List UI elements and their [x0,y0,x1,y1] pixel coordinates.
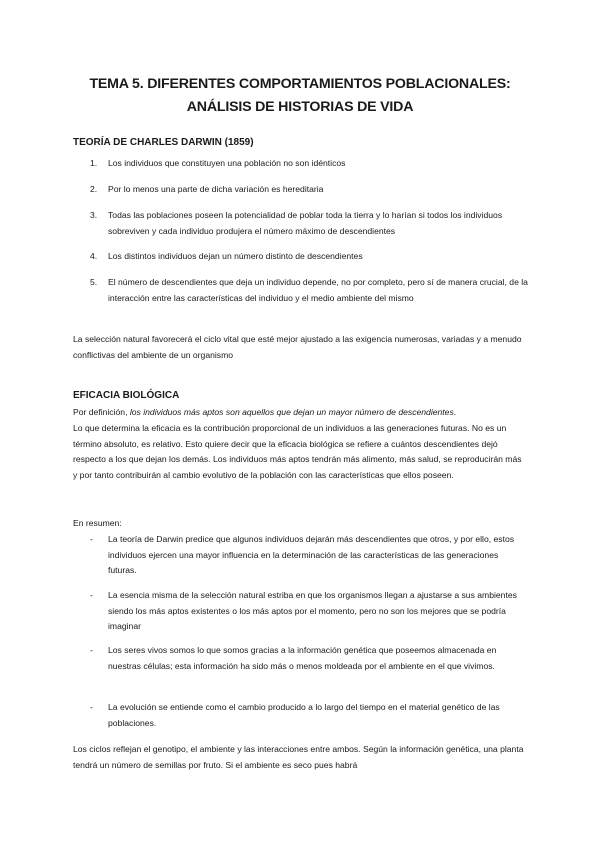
darwin-summary-paragraph: La selección natural favorecerá el ciclo vital que esté mejor ajustado a las exigencia numerosas, variadas y a menudo conflictivas del ambiente de un organismo [73,334,522,360]
resumen-label: En resumen: [73,518,122,528]
page-title-line-1: TEMA 5. DIFERENTES COMPORTAMIENTOS POBLACIONALES: [89,76,511,92]
list-text: Los individuos que constituyen una población no son idénticos [108,158,346,168]
section-heading-eficacia: EFICACIA BIOLÓGICA [73,390,180,401]
list-number: 4. [90,251,98,261]
section-heading-darwin: TEORÍA DE CHARLES DARWIN (1859) [73,137,254,148]
definition-prefix: Por definición, [73,407,130,417]
definition-suffix: . [453,407,457,417]
page-title-line-2: ANÁLISIS DE HISTORIAS DE VIDA [186,99,414,115]
bullet-dash: - [90,590,93,600]
list-text: Los distintos individuos dejan un número distinto de descendientes [108,251,363,261]
list-text: El número de descendientes que deja un individuo depende, no por completo, pero sí de manera crucial, de la interacción entre las características del individuo y el medio ambiente del mismo [108,277,528,303]
closing-paragraph: Los ciclos reflejan el genotipo, el ambiente y las interacciones entre ambos. Según la información genética, una planta tendrá un número de semillas por fruto. Si el ambiente es seco pues habrá [73,744,524,770]
bullet-text: Los seres vivos somos lo que somos gracias a la información genética que poseemos almacenada en nuestras células; esta información ha sido más o menos moldeada por el ambiente en el que vivimos. [108,645,497,671]
list-number: 1. [90,158,98,168]
list-number: 3. [90,210,98,220]
bullet-text: La teoría de Darwin predice que algunos individuos dejarán más descendientes que otros, y por ello, estos individuos ejercen una mayor influencia en la determinación de las características de las generaciones futuras. [108,534,515,576]
bullet-text: La evolución se entiende como el cambio producido a lo largo del tiempo en el material genético de las poblaciones. [108,702,500,728]
list-number: 2. [90,184,98,194]
list-text: Por lo menos una parte de dicha variación es hereditaria [108,184,324,194]
bullet-dash: - [90,702,93,712]
bullet-dash: - [90,645,93,655]
bullet-text: La esencia misma de la selección natural estriba en que los organismos llegan a ajustarse a sus ambientes siendo los más aptos existentes o los más aptos por el momento, pero no son los mejores que se podría imaginar [108,590,517,632]
definition-italic: los individuos más aptos son aquellos que dejan un mayor número de descendientes [129,407,454,417]
list-number: 5. [90,277,98,287]
definition-paragraph [73,405,528,421]
eficacia-body-paragraph: Lo que determina la eficacia es la contribución proporcional de un individuos a las generaciones futuras. No es un término absoluto, es relativo. Esto quiere decir que la eficacia biológica se refiere a cuántos descendientes dejó respecto a los que dejan los demás. Los individuos más aptos tendrán más alimento, más salud, se reproducirán más y por tanto contribuirán al cambio evolutivo de la población con las características que ellos poseen. [73,423,522,480]
bullet-dash: - [90,534,93,544]
list-text: Todas las poblaciones poseen la potencialidad de poblar toda la tierra y lo harían si todos los individuos sobreviven y cada individuo produjera el número máximo de descendientes [108,210,503,236]
